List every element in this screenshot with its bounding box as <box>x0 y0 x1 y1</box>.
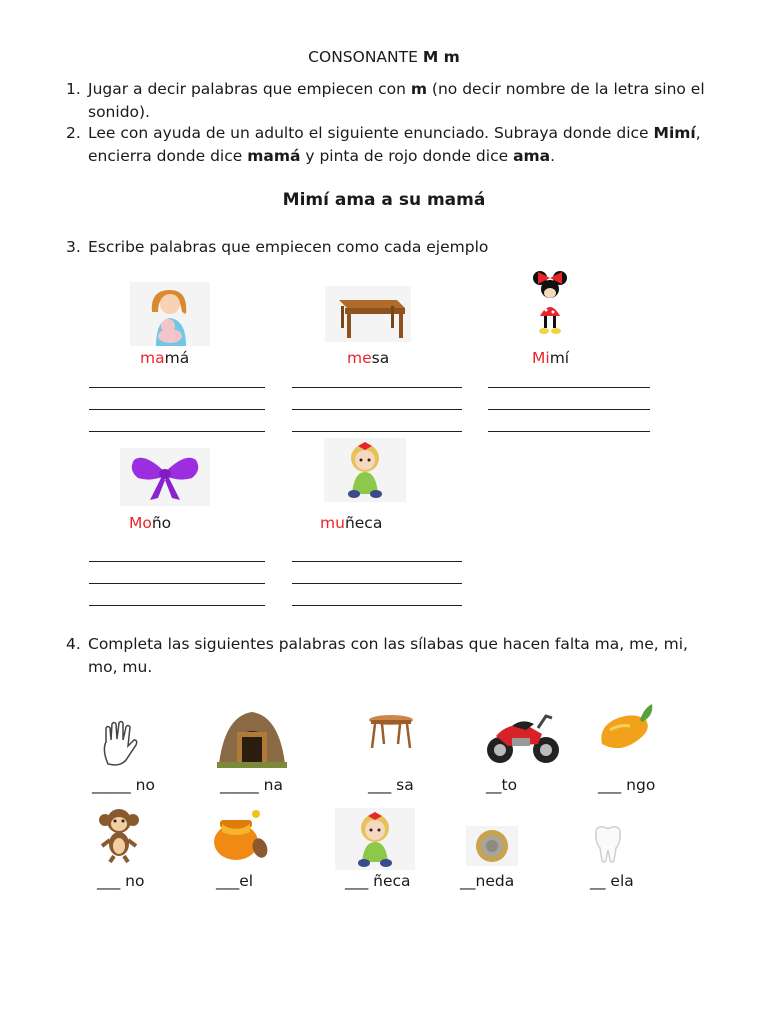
writing-line[interactable] <box>292 583 462 584</box>
doll-icon <box>324 438 406 502</box>
writing-line[interactable] <box>89 431 265 432</box>
writing-line[interactable] <box>292 387 462 388</box>
writing-line[interactable] <box>89 387 265 388</box>
writing-line[interactable] <box>488 431 650 432</box>
coin-icon <box>466 826 518 866</box>
writing-line[interactable] <box>292 561 462 562</box>
instruction-text: Jugar a decir palabras que empiecen con m (no decir nombre de la letra sino el sonido). <box>88 80 705 121</box>
monkey-icon <box>96 806 142 864</box>
fill-word[interactable]: ___el <box>216 872 254 890</box>
fill-word[interactable]: ___ sa <box>368 776 414 794</box>
table-icon <box>325 286 411 342</box>
instruction-1 <box>66 78 706 124</box>
writing-line[interactable] <box>89 583 265 584</box>
fill-word[interactable]: ___ ngo <box>598 776 656 794</box>
instruction-text: Escribe palabras que empiecen como cada ejemplo <box>88 238 489 256</box>
fill-word[interactable]: _____ no <box>92 776 155 794</box>
bow-icon <box>120 448 210 506</box>
fill-word[interactable]: ___ no <box>97 872 145 890</box>
writing-line[interactable] <box>488 409 650 410</box>
writing-line[interactable] <box>89 409 265 410</box>
writing-line[interactable] <box>89 605 265 606</box>
writing-line[interactable] <box>292 605 462 606</box>
reading-sentence: Mimí ama a su mamá <box>282 190 486 210</box>
example-word-mono: Moño <box>129 514 172 532</box>
fill-word[interactable]: ___ ñeca <box>345 872 411 890</box>
mother-baby-icon <box>130 282 210 346</box>
title-text: CONSONANTE <box>308 48 418 66</box>
instruction-text: Lee con ayuda de un adulto el siguiente enunciado. Subraya donde dice Mimí, encierra donde dice mamá y pinta de rojo donde dice ama. <box>88 124 701 165</box>
instruction-text: Completa las siguientes palabras con las sílabas que hacen falta ma, me, mi, mo, mu. <box>88 635 688 676</box>
writing-line[interactable] <box>488 387 650 388</box>
item-number: 4. <box>66 635 81 653</box>
instruction-3 <box>66 236 706 259</box>
mine-icon <box>215 706 289 768</box>
example-word-mama: mamá <box>140 349 190 367</box>
writing-line[interactable] <box>89 561 265 562</box>
writing-line[interactable] <box>292 431 462 432</box>
item-number: 3. <box>66 238 81 256</box>
page-title <box>0 48 768 66</box>
item-number: 1. <box>66 80 81 98</box>
example-word-mesa: mesa <box>347 349 390 367</box>
mango-icon <box>596 700 656 754</box>
item-number: 2. <box>66 124 81 142</box>
doll-icon <box>335 808 415 870</box>
fill-word[interactable]: _____ na <box>220 776 283 794</box>
hand-icon <box>96 720 140 766</box>
example-word-mimi: Mimí <box>532 349 570 367</box>
fill-word[interactable]: __neda <box>460 872 515 890</box>
example-word-muneca: muñeca <box>320 514 383 532</box>
motorcycle-icon <box>482 706 562 766</box>
tooth-icon <box>590 824 626 864</box>
fill-word[interactable]: __to <box>486 776 518 794</box>
fill-word[interactable]: __ ela <box>590 872 634 890</box>
small-table-icon <box>366 712 416 752</box>
title-letters: M m <box>422 48 460 66</box>
instruction-2 <box>66 122 706 168</box>
minnie-mouse-icon <box>530 268 570 338</box>
writing-line[interactable] <box>292 409 462 410</box>
instruction-4 <box>66 633 706 679</box>
honey-pot-icon <box>206 804 272 862</box>
